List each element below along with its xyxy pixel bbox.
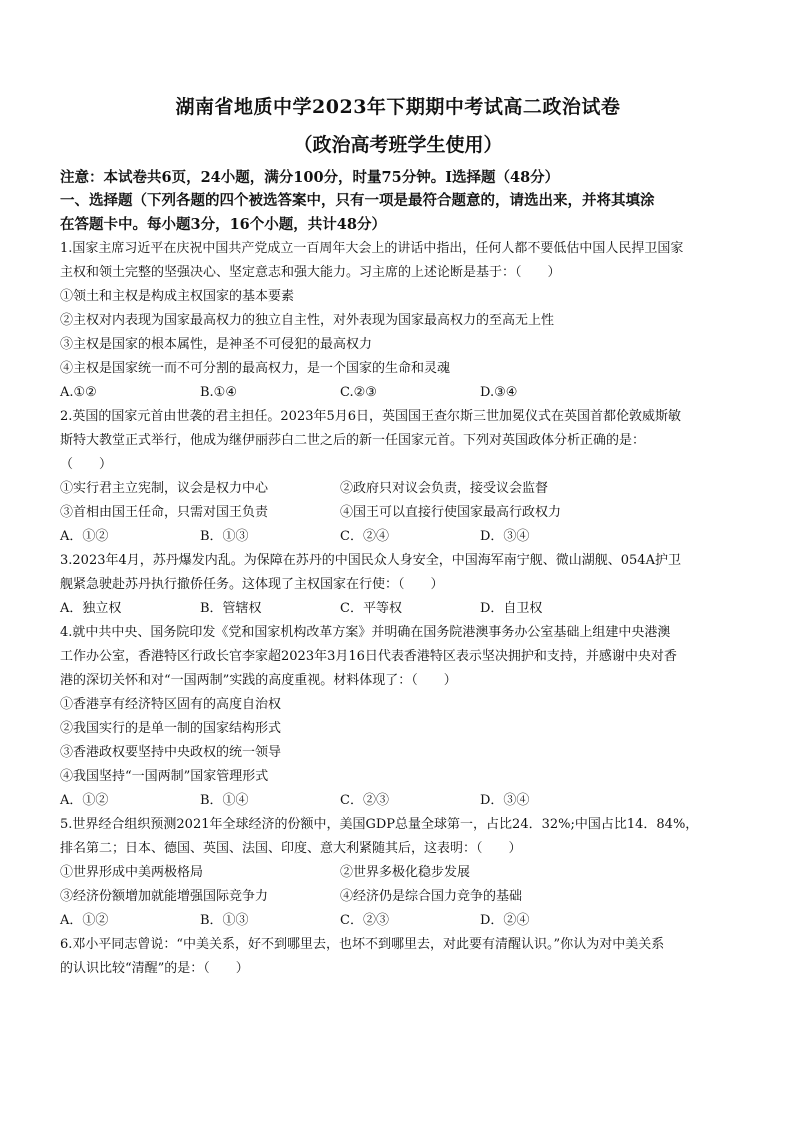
statement-item: ④我国坚持“一国两制”国家管理形式 <box>60 769 269 784</box>
question-stem: 舰紧急驶赴苏丹执行撤侨任务。这体现了主权国家在行使：（ ） <box>60 577 444 592</box>
option-c: C．②③ <box>340 793 389 808</box>
statement-pair <box>60 861 736 885</box>
statement-item: ③香港政权要坚持中央政权的统一领导 <box>60 745 282 760</box>
question-2 <box>60 405 736 549</box>
question-stem: 3.2023年4月，苏丹爆发内乱。为保障在苏丹的中国民众人身安全，中国海军南宁舰、微山湖舰、054A护卫 <box>60 553 681 568</box>
option-a: A．①② <box>60 793 109 808</box>
option-d: D．②④ <box>480 913 530 928</box>
statement-item: ①领土和主权是构成主权国家的基本要素 <box>60 289 295 304</box>
statement-item: ④主权是国家统一而不可分割的最高权力，是一个国家的生命和灵魂 <box>60 361 451 376</box>
option-d: D．自卫权 <box>480 601 543 616</box>
question-stem: 港的深切关怀和对“一国两制”实践的高度重视。材料体现了：（ ） <box>60 673 457 688</box>
option-a: A．独立权 <box>60 601 122 616</box>
exam-notice: 注意：本试卷共6页，24小题，满分100分，时量75分钟。Ⅰ选择题（48分） <box>60 169 560 186</box>
answer-options <box>60 789 736 813</box>
exam-title: 湖南省地质中学2023年下期期中考试高二政治试卷 <box>175 96 621 118</box>
question-1 <box>60 237 736 405</box>
statement-item: ①香港享有经济特区固有的高度自治权 <box>60 697 282 712</box>
statement-item: ④经济仍是综合国力竞争的基础 <box>340 889 523 904</box>
option-c: C．平等权 <box>340 601 402 616</box>
question-6 <box>60 933 736 981</box>
question-5 <box>60 813 736 933</box>
statement-item: ③主权是国家的根本属性，是神圣不可侵犯的最高权力 <box>60 337 373 352</box>
option-b: B．①③ <box>200 529 249 544</box>
statement-item: ②我国实行的是单一制的国家结构形式 <box>60 721 282 736</box>
statement-item: ②世界多极化稳步发展 <box>340 865 471 880</box>
question-4 <box>60 621 736 813</box>
question-stem: 4.就中共中央、国务院印发《党和国家机构改革方案》并明确在国务院港澳事务办公室基础上组建中央港澳 <box>60 625 671 640</box>
question-stem: 排名第二；日本、德国、英国、法国、印度、意大利紧随其后，这表明：（ ） <box>60 841 522 856</box>
option-c: C．②④ <box>340 529 389 544</box>
option-b: B.①④ <box>200 385 237 400</box>
answer-options <box>60 597 736 621</box>
option-a: A．①② <box>60 913 109 928</box>
option-a: A.①② <box>60 385 97 400</box>
question-3 <box>60 549 736 621</box>
section-heading-line1: 一、选择题（下列各题的四个被选答案中，只有一项是最符合题意的，请选出来，并将其填涂 <box>60 192 655 209</box>
question-stem: 1.国家主席习近平在庆祝中国共产党成立一百周年大会上的讲话中指出，任何人都不要低估中国人民捍卫国家 <box>60 241 684 256</box>
option-c: C．②③ <box>340 913 389 928</box>
exam-subtitle: （政治高考班学生使用） <box>293 134 503 156</box>
option-b: B．①④ <box>200 793 249 808</box>
question-stem: 的认识比较“清醒”的是：（ ） <box>60 961 249 976</box>
statement-item: ①世界形成中美两极格局 <box>60 865 204 880</box>
exam-page <box>60 92 736 981</box>
answer-options <box>60 525 736 549</box>
question-stem: 5.世界经合组织预测2021年全球经济的份额中，美国GDP总量全球第一，占比24．32%;中国占比14．84%， <box>60 817 699 832</box>
question-stem: （ ） <box>60 457 113 472</box>
question-stem: 2.英国的国家元首由世袭的君主担任。2023年5月6日，英国国王查尔斯三世加冕仪式在英国首都伦敦威斯敏 <box>60 409 682 424</box>
question-stem: 6.邓小平同志曾说：“中美关系，好不到哪里去，也坏不到哪里去，对此要有清醒认识。”你认为对中美关系 <box>60 937 665 952</box>
statement-item: ②主权对内表现为国家最高权力的独立自主性，对外表现为国家最高权力的至高无上性 <box>60 313 555 328</box>
statement-pair <box>60 477 736 501</box>
statement-item: ①实行君主立宪制，议会是权力中心 <box>60 481 269 496</box>
option-d: D．③④ <box>480 529 530 544</box>
statement-pair <box>60 501 736 525</box>
statement-pair <box>60 885 736 909</box>
option-b: B．①③ <box>200 913 249 928</box>
option-b: B．管辖权 <box>200 601 262 616</box>
statement-item: ②政府只对议会负责，接受议会监督 <box>340 481 549 496</box>
option-c: C.②③ <box>340 385 377 400</box>
option-a: A．①② <box>60 529 109 544</box>
answer-options <box>60 909 736 933</box>
section-heading-line2: 在答题卡中。每小题3分，16个小题，共计48分） <box>60 216 386 233</box>
question-stem: 主权和领土完整的坚强决心、坚定意志和强大能力。习主席的上述论断是基于：（ ） <box>60 265 561 280</box>
option-d: D．③④ <box>480 793 530 808</box>
option-d: D.③④ <box>480 385 518 400</box>
statement-item: ③经济份额增加就能增强国际竞争力 <box>60 889 269 904</box>
statement-item: ④国王可以直接行使国家最高行政权力 <box>340 505 562 520</box>
statement-item: ③首相由国王任命，只需对国王负责 <box>60 505 269 520</box>
answer-options <box>60 381 736 405</box>
question-stem: 斯特大教堂正式举行，他成为继伊丽莎白二世之后的新一任国家元首。下列对英国政体分析正确的是： <box>60 433 646 448</box>
question-stem: 工作办公室，香港特区行政长官李家超2023年3月16日代表香港特区表示坚决拥护和支持，并感谢中央对香 <box>60 649 677 664</box>
